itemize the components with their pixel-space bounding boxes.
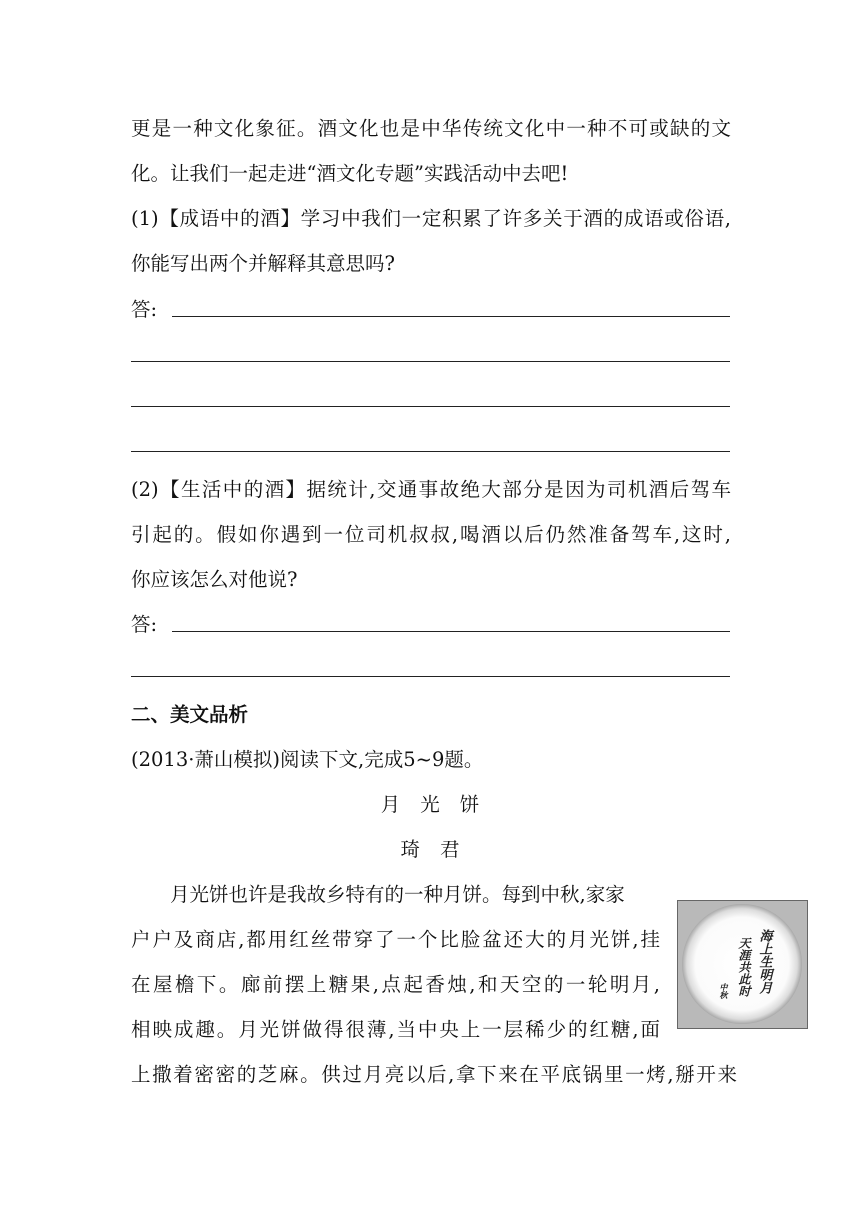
article-line-4: 相映成趣。月光饼做得很薄,当中央上一层稀少的红糖,面: [131, 1018, 660, 1041]
article-line-3: 在屋檐下。廊前摆上糖果,点起香烛,和天空的一轮明月,: [131, 973, 660, 996]
intro-line-1: 更是一种文化象征。酒文化也是中华传统文化中一种不可或缺的文: [131, 117, 731, 140]
section-heading: 二、美文品析: [131, 703, 249, 726]
q2-line-2: 引起的。假如你遇到一位司机叔叔,喝酒以后仍然准备驾车,这时,: [131, 523, 731, 546]
q1-answer-line-2[interactable]: [131, 361, 730, 362]
article-line-5: 上撒着密密的芝麻。供过月亮以后,拿下来在平底锅里一烤,掰开来: [131, 1063, 737, 1086]
calligraphy-main: 海上生明月: [756, 929, 772, 994]
q2-line-1: (2)【生活中的酒】据统计,交通事故绝大部分是因为司机酒后驾车: [131, 478, 731, 501]
article-title: 月光饼: [380, 793, 500, 816]
q1-answer-line-4[interactable]: [131, 451, 730, 452]
article-author: 琦君: [400, 838, 480, 861]
q2-answer-label: 答:: [131, 613, 158, 636]
q2-line-3: 你应该怎么对他说?: [131, 568, 298, 591]
q2-answer-line-2[interactable]: [131, 676, 730, 677]
moon-calligraphy-image: [677, 900, 808, 1029]
q2-answer-line-1[interactable]: [172, 631, 730, 632]
moon-icon: [678, 901, 807, 1028]
article-line-1: 月光饼也许是我故乡特有的一种月饼。每到中秋,家家: [170, 883, 625, 906]
intro-line-2: 化。让我们一起走进“酒文化专题”实践活动中去吧!: [131, 162, 569, 185]
q1-line-2: 你能写出两个并解释其意思吗?: [131, 252, 395, 275]
q1-answer-label: 答:: [131, 298, 158, 321]
q1-answer-line-3[interactable]: [131, 406, 730, 407]
calligraphy-sign: 中秋: [719, 983, 729, 999]
section-source: (2013·萧山模拟)阅读下文,完成5~9题。: [131, 748, 484, 771]
article-line-2: 户户及商店,都用红丝带穿了一个比脸盆还大的月光饼,挂: [131, 928, 660, 951]
q1-line-1: (1)【成语中的酒】学习中我们一定积累了许多关于酒的成语或俗语,: [131, 207, 731, 230]
calligraphy-second: 天涯共此时: [737, 937, 751, 997]
q1-answer-line-1[interactable]: [172, 316, 730, 317]
